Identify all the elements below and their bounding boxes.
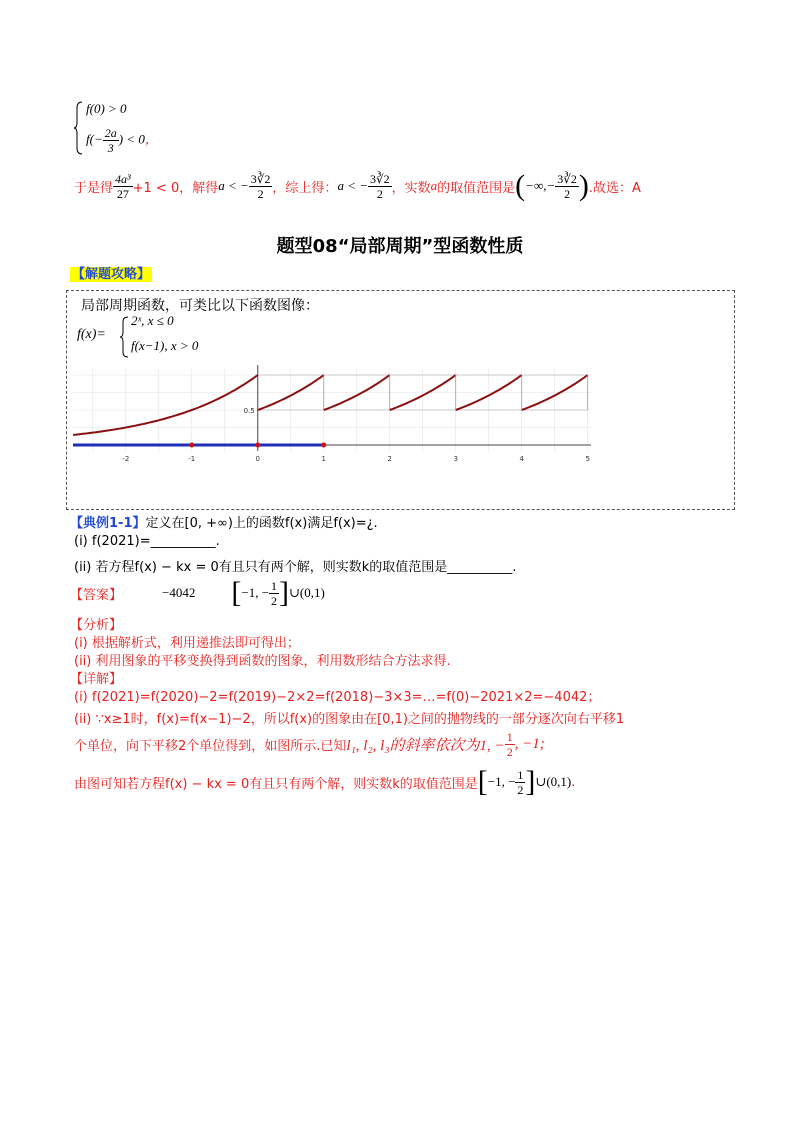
strategy-tag-wrap (70, 263, 152, 282)
q1-text: f(2021)=__________. (91, 534, 220, 549)
box-fx: f(x)= (77, 327, 106, 342)
example-stem-text: 定义在[0, +∞)上的函数f(x)满足f(x)=¿. (145, 516, 378, 531)
box-case-1: 2ˣ, x ≤ 0 (131, 313, 174, 328)
y-tick-label: 0.5 (243, 407, 255, 415)
end-mark: ， (144, 131, 158, 147)
fraction-den: 2 (506, 744, 513, 759)
strategy-box (66, 290, 735, 510)
detail-l4a: 由图可知若方程f(x) − kx = 0有且只有两个解，则实数k的取值范围是 (74, 776, 478, 792)
text: ，综上得： (272, 180, 338, 196)
question-2 (74, 556, 516, 575)
system-line-2-suffix: ) < 0 (118, 131, 145, 147)
top-system (74, 100, 194, 156)
fraction-den: 2 (271, 593, 278, 608)
series-line-base (73, 375, 258, 435)
bracket-open: [ (477, 765, 488, 798)
text: 于是得 (74, 180, 114, 196)
q2-text: 若方程f(x) − kx = 0有且只有两个解，则实数k的取值范围是__________. (95, 560, 517, 575)
detail-line-4 (74, 764, 575, 800)
x-tick-label: 2 (387, 455, 392, 463)
result-line (74, 166, 641, 206)
fraction (113, 172, 133, 201)
example-tag: 【典例1-1】 (70, 516, 146, 531)
detail-l3a: 个单位，向下平移2个单位得到，如图所示.已知 (74, 738, 347, 754)
fraction (269, 579, 279, 608)
fraction-den: 2 (376, 186, 383, 201)
answer-line (70, 576, 325, 610)
detail-line-2 (74, 708, 624, 727)
math: −∞,− (525, 178, 556, 193)
fraction-num: 3∛2 (250, 171, 271, 186)
fraction-num: 4a³ (115, 171, 131, 186)
left-brace-icon (120, 315, 130, 359)
fraction (515, 768, 525, 797)
fraction (505, 730, 515, 759)
fraction-num: 1 (517, 767, 524, 782)
x-tick-label: 0 (255, 455, 260, 463)
marked-point (255, 443, 260, 448)
fraction (103, 126, 119, 155)
detail-l4-end: . (571, 774, 576, 790)
box-intro: 局部周期函数，可类比以下函数图像： (81, 298, 319, 314)
answer-tag: 【答案】 (70, 587, 123, 603)
system-line-1: f(0) > 0 (86, 101, 127, 116)
example-stem (70, 512, 378, 531)
math: a (430, 178, 438, 193)
marked-point (189, 443, 194, 448)
analysis-tag: 【分析】 (70, 618, 123, 633)
fraction-num: 3∛2 (369, 171, 390, 186)
answer-v2-left: −1, − (241, 585, 270, 600)
fraction (368, 172, 392, 201)
math: a < − (218, 178, 249, 193)
detail-l4-right: ∪(0,1) (535, 774, 572, 789)
section-title: 题型08“局部周期”型函数性质 (276, 236, 524, 257)
bracket-close: ] (279, 576, 290, 609)
x-tick-label: -1 (188, 455, 196, 463)
detail-tag: 【详解】 (70, 672, 123, 687)
fraction-den: 2 (517, 782, 524, 797)
bracket-close: ] (525, 765, 536, 798)
text: ，实数 (391, 180, 431, 196)
paren-close: ) (578, 169, 589, 202)
detail-l4-left: −1, − (487, 774, 516, 789)
x-tick-label: 5 (585, 455, 590, 463)
q2-label: (ii) (74, 560, 92, 575)
fraction-num: 3∛2 (557, 171, 577, 186)
answer-value-1: −4042 (162, 585, 196, 600)
text: +1 < 0，解得 (132, 180, 219, 196)
box-case-2: f(x−1), x > 0 (131, 338, 199, 353)
x-tick-label: 3 (453, 455, 458, 463)
analysis-line-1: (i) 根据解析式，利用递推法即可得出； (74, 636, 300, 651)
fraction (249, 172, 273, 201)
text: .故选：A (588, 180, 641, 196)
periodic-function-chart (73, 363, 598, 463)
question-1 (74, 534, 220, 549)
paren-open: ( (515, 169, 526, 202)
fraction (555, 172, 579, 201)
analysis-line-2: (ii) 利用图象的平移变换得到函数的图象，利用数形结合方法求得. (74, 654, 451, 669)
x-tick-label: 1 (321, 455, 326, 463)
x-tick-label: 4 (519, 455, 524, 463)
x-tick-label: -2 (122, 455, 130, 463)
fraction-den: 27 (116, 186, 129, 201)
detail-l2a: (ii) ∵x≥1时， (74, 712, 157, 727)
fraction-den: 2 (257, 186, 264, 201)
bracket-open: [ (231, 576, 242, 609)
strategy-tag: 【解题攻略】 (72, 267, 151, 282)
text: 的取值范围是 (437, 180, 516, 196)
system-line-2-prefix: f(− (86, 131, 103, 147)
left-brace-icon (74, 100, 84, 156)
math: a < − (337, 178, 368, 193)
system-line-2 (86, 126, 158, 155)
answer-v2-right: ∪(0,1) (289, 585, 325, 600)
detail-l3b: l₁, l₂, l₃的斜率依次为1, − (346, 737, 505, 754)
fraction-num: 1 (271, 578, 278, 593)
fraction-den: 3 (107, 141, 114, 155)
detail-l3c: , −1; (514, 735, 545, 752)
detail-l2b: f(x)=f(x−1)−2，所以f(x)的图象由在[0,1)之间的抛物线的一部分逐次向右平移1 (156, 712, 625, 727)
fraction-den: 2 (564, 186, 571, 201)
detail-line-1: (i) f(2021)=f(2020)−2=f(2019)−2×2=f(2018)−3×3=…=f(0)−2021×2=−4042； (74, 690, 601, 705)
fraction-num: 2a (104, 126, 117, 140)
q1-label: (i) (74, 534, 88, 549)
fraction-num: 1 (506, 729, 513, 744)
marked-point (321, 443, 326, 448)
detail-line-3 (74, 730, 545, 758)
